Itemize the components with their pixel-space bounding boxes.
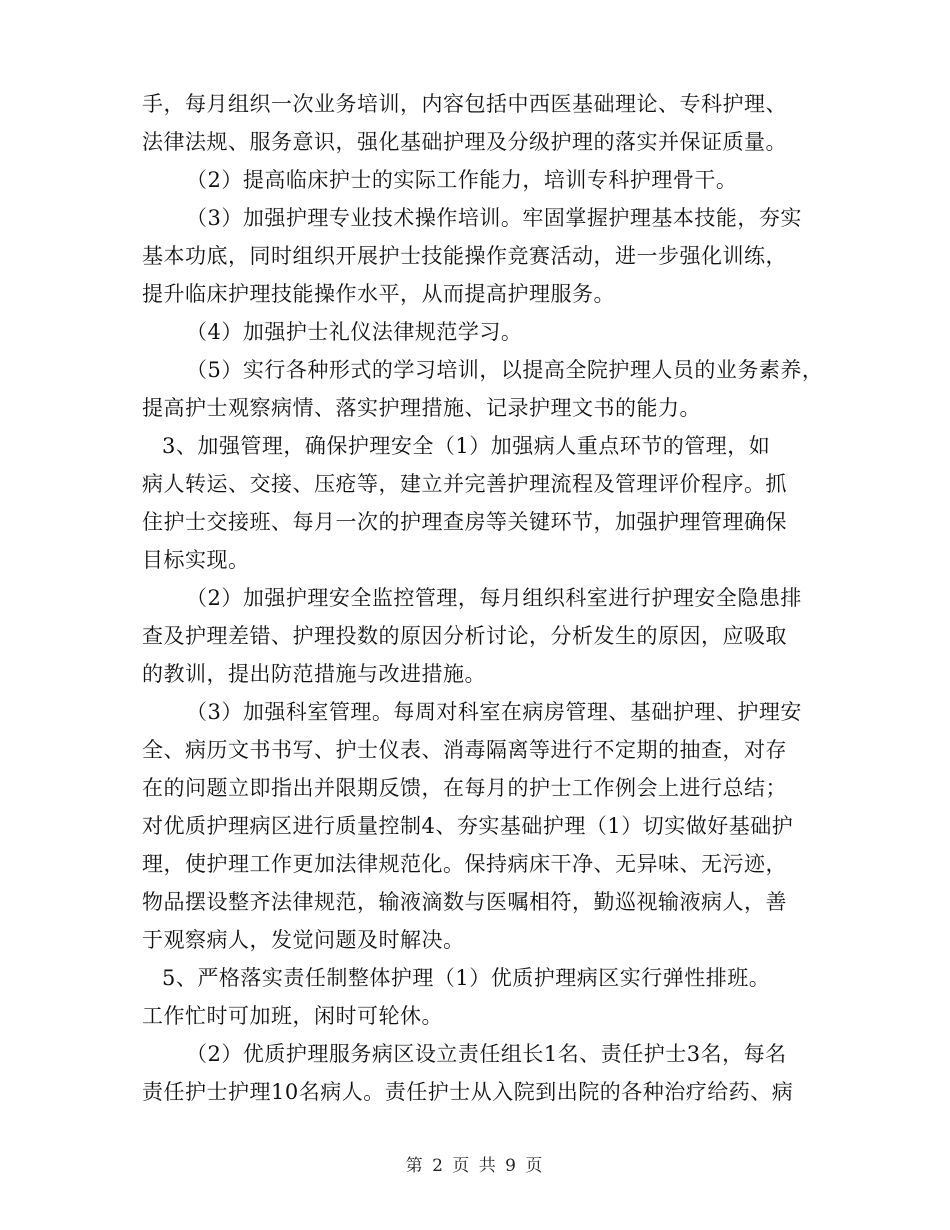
text-line: 提高护士观察病情、落实护理措施、记录护理文书的能力。 bbox=[142, 396, 701, 420]
text-line: 工作忙时可加班，闲时可轮休。 bbox=[142, 1004, 443, 1028]
text-line: （5）实行各种形式的学习培训，以提高全院护理人员的业务素养， bbox=[186, 358, 824, 382]
text-line: 理，使护理工作更加法律规范化。保持病床干净、无异味、无污迹， bbox=[142, 852, 787, 876]
text-line: 于观察病人，发觉问题及时解决。 bbox=[142, 928, 465, 952]
text-line: 3、加强管理，确保护理安全（1）加强病人重点环节的管理，如 bbox=[162, 434, 771, 458]
text-line: 病人转运、交接、压疮等，建立并完善护理流程及管理评价程序。抓 bbox=[142, 472, 787, 496]
text-line: 查及护理差错、护理投数的原因分析讨论，分析发生的原因，应吸取 bbox=[142, 624, 787, 648]
text-line: 对优质护理病区进行质量控制4、夯实基础护理（1）切实做好基础护 bbox=[142, 814, 794, 838]
text-line: 全、病历文书书写、护士仪表、消毒隔离等进行不定期的抽查，对存 bbox=[142, 738, 787, 762]
text-line: 5、严格落实责任制整体护理（1）优质护理病区实行弹性排班。 bbox=[162, 966, 771, 990]
text-line: 在的问题立即指出并限期反馈，在每月的护士工作例会上进行总结； bbox=[142, 776, 787, 800]
text-line: （2）优质护理服务病区设立责任组长1名、责任护士3名，每名 bbox=[186, 1042, 787, 1066]
text-line: （3）加强护理专业技术操作培训。牢固掌握护理基本技能，夯实 bbox=[186, 206, 802, 230]
page-number-footer: 第 2 页 共 9 页 bbox=[405, 1156, 545, 1176]
text-line: 目标实现。 bbox=[142, 548, 250, 572]
text-line: （4）加强护士礼仪法律规范学习。 bbox=[186, 320, 523, 344]
text-line: （3）加强科室管理。每周对科室在病房管理、基础护理、护理安 bbox=[186, 700, 802, 724]
text-line: 手，每月组织一次业务培训，内容包括中西医基础理论、专科护理、 bbox=[142, 92, 787, 116]
text-line: 物品摆设整齐法律规范，输液滴数与医嘱相符，勤巡视输液病人，善 bbox=[142, 890, 787, 914]
text-line: （2）加强护理安全监控管理，每月组织科室进行护理安全隐患排 bbox=[186, 586, 802, 610]
text-line: 基本功底，同时组织开展护士技能操作竞赛活动，进一步强化训练， bbox=[142, 244, 787, 268]
text-line: 法律法规、服务意识，强化基础护理及分级护理的落实并保证质量。 bbox=[142, 130, 787, 154]
text-line: 提升临床护理技能操作水平，从而提高护理服务。 bbox=[142, 282, 615, 306]
text-line: 责任护士护理10名病人。责任护士从入院到出院的各种治疗给药、病 bbox=[142, 1080, 794, 1104]
text-line: 的教训，提出防范措施与改进措施。 bbox=[142, 662, 486, 686]
text-line: （2）提高临床护士的实际工作能力，培训专科护理骨干。 bbox=[186, 168, 738, 192]
text-line: 住护士交接班、每月一次的护理查房等关键环节，加强护理管理确保 bbox=[142, 510, 787, 534]
